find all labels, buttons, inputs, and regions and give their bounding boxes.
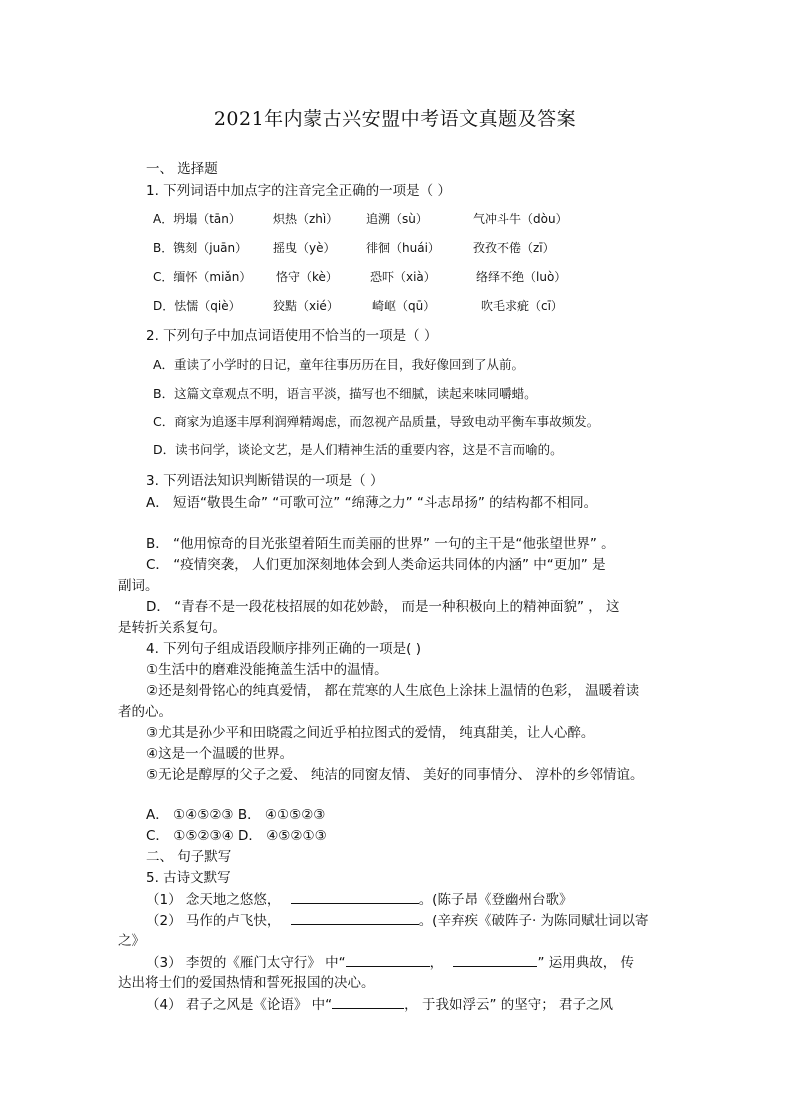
q5-item-3-blank-1[interactable] <box>346 953 430 967</box>
q4-sentence-2: ②还是刻骨铭心的纯真爱情， 都在荒寒的人生底色上涂抹上温情的色彩， 温暖着读 <box>146 683 640 699</box>
question-1-stem: 1. 下列词语中加点字的注音完全正确的一项是（ ） <box>146 183 451 199</box>
q2-option-a: A．重读了小学时的日记，童年往事历历在目，我好像回到了从前。 <box>153 357 525 372</box>
q4-sentence-1: ①生活中的磨难没能掩盖生活中的温情。 <box>146 662 388 678</box>
q1-option-a-4: 气冲斗牛（dòu） <box>473 212 568 226</box>
q3-option-b: B． “他用惊奇的目光张望着陌生而美丽的世界” 一句的主干是“他张望世界” 。 <box>146 536 615 552</box>
section-heading-choice: 一、 选择题 <box>146 161 218 177</box>
q5-item-1-prefix: （1） 念天地之悠悠， <box>146 892 281 908</box>
q3-option-d-continued: 是转折关系复句。 <box>118 620 226 636</box>
q4-sentence-3: ③尤其是孙少平和田晓霞之间近乎柏拉图式的爱情， 纯真甜美，让人心醉。 <box>146 725 595 741</box>
q1-option-d-4: 吹毛求疵（cī） <box>481 299 563 313</box>
q1-option-c-1: C．缅怀（miǎn） <box>153 270 252 284</box>
q3-option-d: D． “青春不是一段花枝招展的如花妙龄， 而是一种积极向上的精神面貌” ， 这 <box>146 599 620 615</box>
q5-item-3-blank-2[interactable] <box>453 953 537 967</box>
q1-option-c-3: 恐吓（xià） <box>370 270 436 284</box>
question-2-stem: 2. 下列句子中加点词语使用不恰当的一项是（ ） <box>146 328 438 344</box>
q5-item-2-suffix: 。(辛弃疾《破阵子· 为陈同赋壮词以寄 <box>418 913 649 929</box>
q4-sentence-5: ⑤无论是醇厚的父子之爱、 纯洁的同窗友情、 美好的同事情分、 淳朴的乡邻情谊。 <box>146 767 644 783</box>
question-5-stem: 5. 古诗文默写 <box>146 870 231 886</box>
q1-option-d-1: D．怯懦（qiè） <box>153 299 241 313</box>
q4-options-ab: A． ①④⑤②③ B． ④①⑤②③ <box>146 807 326 823</box>
section-heading-dictation: 二、 句子默写 <box>146 849 232 865</box>
q5-item-3-suffix: ” 运用典故， 传 <box>537 955 635 971</box>
q5-item-2-blank[interactable] <box>291 911 419 925</box>
q1-option-a-3: 追溯（sù） <box>366 212 428 226</box>
q5-item-3-prefix: （3） 李贺的《雁门太守行》 中“ <box>146 955 346 971</box>
q1-option-d-3: 崎岖（qū） <box>372 299 436 313</box>
q5-item-4-suffix: ， 于我如浮云” 的坚守； 君子之风 <box>404 997 614 1013</box>
q1-option-c-2: 恪守（kè） <box>276 270 338 284</box>
q1-option-a-2: 炽热（zhì） <box>273 212 339 226</box>
q4-sentence-2-continued: 者的心。 <box>118 704 172 720</box>
q1-option-b-4: 孜孜不倦（zī） <box>473 241 555 255</box>
document-title: 2021年内蒙古兴安盟中考语文真题及答案 <box>213 108 577 130</box>
q5-item-4-blank[interactable] <box>332 995 404 1009</box>
q5-item-4 <box>146 995 613 1014</box>
q5-item-2 <box>146 911 649 930</box>
q4-options-cd: C． ①⑤②③④ D． ④⑤②①③ <box>146 828 327 844</box>
q5-item-1-suffix: 。(陈子昂《登幽州台歌》 <box>418 892 573 908</box>
q5-item-3-continued: 达出将士们的爱国热情和誓死报国的决心。 <box>118 975 375 991</box>
q5-item-2-continued: 之》 <box>118 933 145 949</box>
q2-option-c: C．商家为追逐丰厚利润殚精竭虑，而忽视产品质量，导致电动平衡车事故频发。 <box>153 414 600 429</box>
q2-option-b: B．这篇文章观点不明，语言平淡，描写也不细腻，读起来味同嚼蜡。 <box>153 386 537 401</box>
q1-option-d-2: 狡黠（xié） <box>273 299 339 313</box>
q2-option-d: D．读书问学，谈论文艺，是人们精神生活的重要内容，这是不言而喻的。 <box>153 442 563 457</box>
question-4-stem: 4. 下列句子组成语段顺序排列正确的一项是( ) <box>146 641 421 657</box>
q5-item-3-separator: ， <box>429 955 444 971</box>
q5-item-4-prefix: （4） 君子之风是《论语》 中“ <box>146 997 333 1013</box>
q1-option-b-1: B．镌刻（juān） <box>153 241 248 255</box>
q1-option-b-2: 摇曳（yè） <box>273 241 336 255</box>
question-3-stem: 3. 下列语法知识判断错误的一项是（ ） <box>146 473 384 489</box>
q1-option-c-4: 络绎不绝（luò） <box>476 270 567 284</box>
q3-option-c-continued: 副词。 <box>118 578 159 594</box>
q4-sentence-4: ④这是一个温暖的世界。 <box>146 746 294 762</box>
q5-item-3 <box>146 953 634 972</box>
q3-option-a: A． 短语“敬畏生命” “可歌可泣” “绵薄之力” “斗志昂扬” 的结构都不相同。 <box>146 495 598 511</box>
q5-item-1-blank[interactable] <box>291 890 419 904</box>
q1-option-a-1: A．坍塌（tān） <box>153 212 241 226</box>
q5-item-2-prefix: （2） 马作的卢飞快， <box>146 913 281 929</box>
q5-item-1 <box>146 890 572 909</box>
q1-option-b-3: 徘徊（huái） <box>366 241 440 255</box>
q3-option-c: C． “疫情突袭， 人们更加深刻地体会到人类命运共同体的内涵” 中“更加” 是 <box>146 557 606 573</box>
